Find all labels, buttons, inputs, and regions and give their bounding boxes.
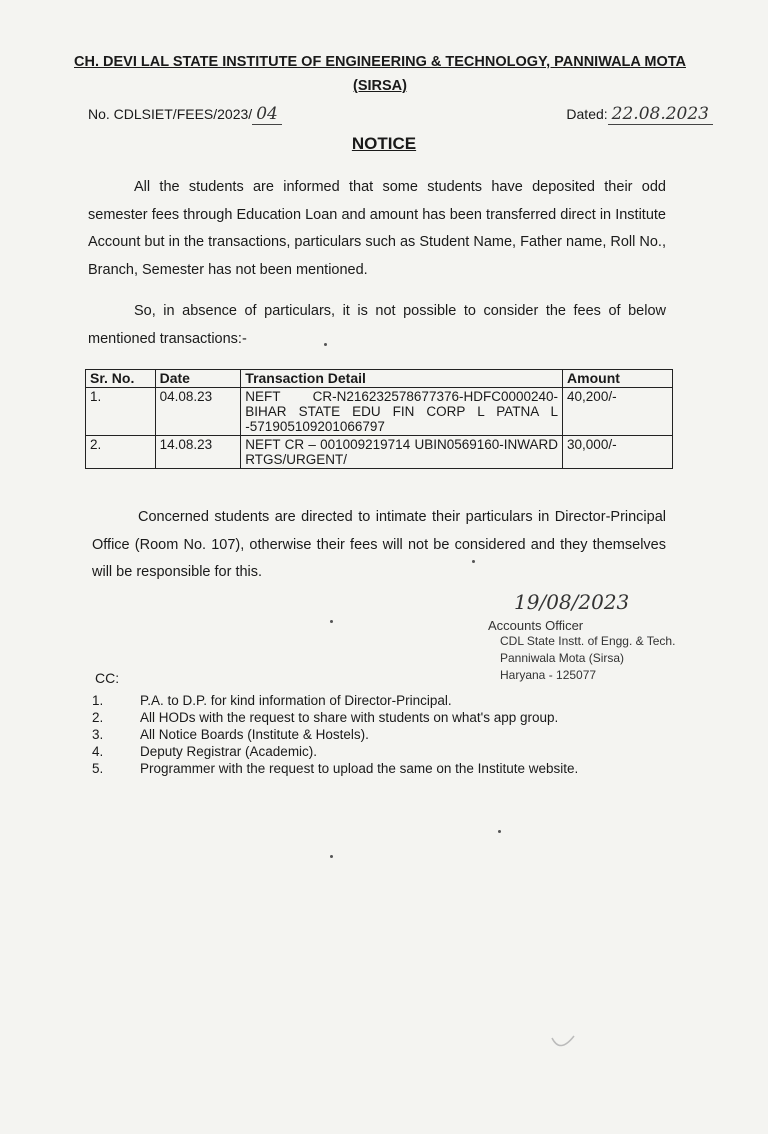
list-item [92, 709, 578, 726]
table-row [86, 436, 673, 469]
dated-field [566, 104, 713, 124]
table-header-row [86, 370, 673, 388]
table-row [86, 388, 673, 436]
list-item-text: All HODs with the request to share with students on what's app group. [140, 710, 559, 725]
scan-mark [548, 1032, 578, 1056]
scan-speck [472, 560, 475, 563]
signatory-designation: Accounts Officer [488, 618, 584, 633]
list-item-text: Deputy Registrar (Academic). [140, 744, 318, 759]
stamp-line-state: Haryana - 125077 [500, 668, 597, 682]
list-item-number: 1. [92, 693, 104, 708]
list-item-number: 3. [92, 727, 104, 742]
header-sr-no: Sr. No. [86, 370, 156, 388]
cell-sr-no: 2. [86, 436, 156, 469]
paragraph-directive: Concerned students are directed to intimate their particulars in Director-Principal Office (Room No. 107), otherwise their fees will not be considered and they themselves will be responsible for this. [92, 509, 666, 580]
paragraph-intro: All the students are informed that some students have deposited their odd semester fees through Education Loan and amount has been transferred direct in Institute Account but in the transactions, particulars such as Student Name, Father name, Roll No., Branch, Semester has not been mentioned. [88, 179, 666, 278]
reference-number-handwritten: 04 [252, 104, 282, 125]
scan-speck [330, 855, 333, 858]
list-item [92, 726, 578, 743]
scan-speck [330, 620, 333, 623]
header-amount: Amount [563, 370, 673, 388]
list-item-number: 2. [92, 710, 104, 725]
list-item [92, 692, 578, 709]
cell-amount: 30,000/- [563, 436, 673, 469]
reference-number [88, 104, 282, 124]
cell-amount: 40,200/- [563, 388, 673, 436]
list-item-number: 4. [92, 744, 104, 759]
dated-label: Dated: [566, 106, 608, 122]
institute-heading: CH. DEVI LAL STATE INSTITUTE OF ENGINEERING & TECHNOLOGY, PANNIWALA MOTA (SIRSA) [74, 54, 686, 94]
cc-list [92, 692, 578, 777]
paragraph-absence: So, in absence of particulars, it is not possible to consider the fees of below mentioned transactions:- [88, 303, 666, 347]
notice-title: NOTICE [351, 134, 417, 153]
stamp-line-location: Panniwala Mota (Sirsa) [500, 651, 625, 665]
scan-speck [324, 343, 327, 346]
cell-date: 04.08.23 [155, 388, 241, 436]
transactions-table [85, 369, 673, 469]
list-item [92, 760, 578, 777]
cell-transaction-detail: NEFT CR-N216232578677376-HDFC0000240-BIHAR STATE EDU FIN CORP L PATNA L -571905109201066797 [241, 388, 563, 436]
cell-sr-no: 1. [86, 388, 156, 436]
list-item [92, 743, 578, 760]
list-item-number: 5. [92, 761, 104, 776]
scan-speck [498, 830, 501, 833]
reference-prefix: No. CDLSIET/FEES/2023/ [88, 106, 253, 122]
header-date: Date [155, 370, 241, 388]
cell-date: 14.08.23 [155, 436, 241, 469]
cell-transaction-detail: NEFT CR – 001009219714 UBIN0569160-INWARD RTGS/URGENT/ [241, 436, 563, 469]
list-item-text: P.A. to D.P. for kind information of Director-Principal. [140, 693, 452, 708]
dated-value-handwritten: 22.08.2023 [608, 104, 713, 125]
handwritten-signature-date: 19/08/2023 [514, 590, 630, 614]
header-transaction-detail: Transaction Detail [241, 370, 563, 388]
signature-block [488, 590, 738, 684]
list-item-text: Programmer with the request to upload the same on the Institute website. [140, 761, 579, 776]
stamp-line-institute: CDL State Instt. of Engg. & Tech. [500, 634, 676, 648]
list-item-text: All Notice Boards (Institute & Hostels). [140, 727, 369, 742]
cc-label: CC: [95, 670, 120, 686]
